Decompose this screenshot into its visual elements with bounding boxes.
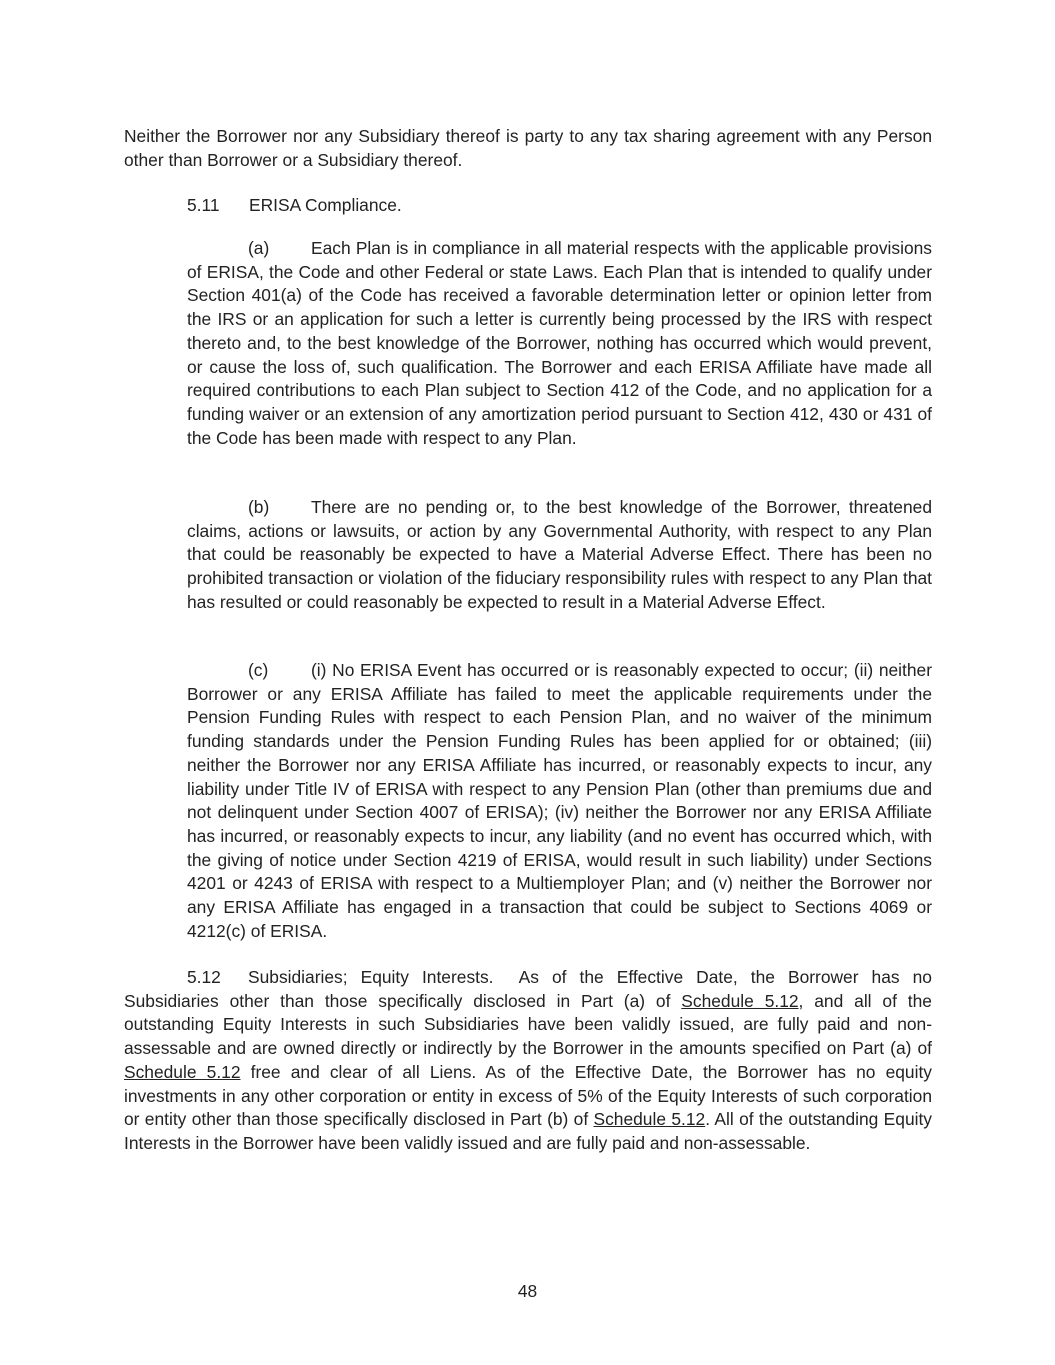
intro-paragraph	[124, 125, 932, 172]
section-5-11-para-b	[187, 496, 932, 615]
section-5-11-para-a	[187, 237, 932, 450]
section-5-11-title: ERISA Compliance.	[249, 195, 402, 215]
section-5-12-text-3: free and clear of all Liens. As of the Effective Date, the Borrower has no equity investments in any other corporation or entity in excess of 5% of the Equity Interests of such corporation or entity other than those specifically disclosed in Part (b) of	[124, 1061, 932, 1130]
section-5-12-paragraph	[124, 966, 932, 1156]
section-5-12-title: Subsidiaries; Equity Interests.	[248, 967, 494, 987]
section-5-11-number: 5.11	[187, 195, 220, 215]
para-c-text: (i) No ERISA Event has occurred or is reasonably expected to occur; (ii) neither Borrower or any ERISA Affiliate has failed to meet the applicable requirements under the Pension Funding Rules with respect to each Pension Plan, and no waiver of the minimum funding standards under the Pension Funding Rules has been applied for or obtained; (iii) neither the Borrower nor any ERISA Affiliate has incurred, or reasonably expects to incur, any liability under Title IV of ERISA with respect to any Pension Plan (other than premiums due and not delinquent under Section 4007 of ERISA); (iv) neither the Borrower nor any ERISA Affiliate has incurred, or reasonably expects to incur, any liability (and no event has occurred which, with the giving of notice under Section 4219 of ERISA, would result in such liability) under Sections 4201 or 4243 of ERISA with respect to a Multiemployer Plan; and (v) neither the Borrower nor any ERISA Affiliate has engaged in a transaction that could be subject to Sections 4069 or 4212(c) of ERISA.	[187, 660, 932, 941]
schedule-5-12-reference: Schedule 5.12	[593, 1109, 706, 1130]
intro-text: Neither the Borrower nor any Subsidiary thereof is party to any tax sharing agreement with any Person other than Borrower or a Subsidiary thereof.	[124, 126, 932, 170]
para-a-text: Each Plan is in compliance in all material respects with the applicable provisions of ERISA, the Code and other Federal or state Laws. Each Plan that is intended to qualify under Section 401(a) of the Code has received a favorable determination letter or opinion letter from the IRS or an application for such a letter is currently being processed by the IRS with respect thereto and, to the best knowledge of the Borrower, nothing has occurred which would prevent, or cause the loss of, such qualification. The Borrower and each ERISA Affiliate have made all required contributions to each Plan subject to Section 412 of the Code, and no application for a funding waiver or an extension of any amortization period pursuant to Section 412, 430 or 431 of the Code has been made with respect to any Plan.	[187, 238, 932, 448]
schedule-5-12-reference: Schedule 5.12	[681, 990, 799, 1011]
para-c-label: (c)	[248, 660, 269, 680]
section-5-12-text-2: , and all of the outstanding Equity Interests in such Subsidiaries have been validly issued, are fully paid and non-assessable and are owned directly or indirectly by the Borrower in the amounts specified on Part (a) of	[124, 990, 932, 1059]
para-b-text: There are no pending or, to the best knowledge of the Borrower, threatened claims, actions or lawsuits, or action by any Governmental Authority, with respect to any Plan that could be reasonably be expected to have a Material Adverse Effect. There has been no prohibited transaction or violation of the fiduciary responsibility rules with respect to any Plan that has resulted or could reasonably be expected to result in a Material Adverse Effect.	[187, 497, 932, 612]
section-5-12-text-1: As of the Effective Date, the Borrower has no Subsidiaries other than those specifically disclosed in Part (a) of	[124, 967, 932, 1011]
section-5-12-text-4: . All of the outstanding Equity Interests in the Borrower have been validly issued and are fully paid and non-assessable.	[124, 1109, 933, 1153]
section-5-11-heading	[187, 194, 402, 218]
para-a-label: (a)	[248, 238, 270, 258]
para-b-label: (b)	[248, 497, 270, 517]
section-5-12-number: 5.12	[187, 967, 221, 987]
page-number: 48	[517, 1281, 538, 1301]
schedule-5-12-reference: Schedule 5.12	[124, 1061, 241, 1082]
section-5-11-para-c	[187, 659, 932, 943]
